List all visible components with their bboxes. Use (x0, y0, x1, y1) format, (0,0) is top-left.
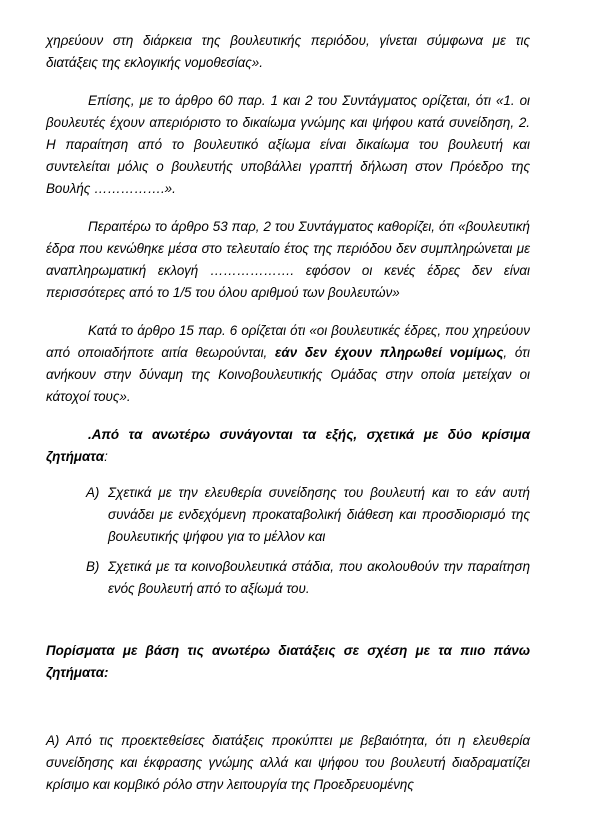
paragraph-conclusion-a: Α) Από τις προεκτεθείσες διατάξεις προκύπτει με βεβαιότητα, ότι η ελευθερία συνείδησης και έκφρασης γνώμης αλλά και ψήφου του βουλευτή διαδραματίζει κρίσιμο και κομβικό ρόλο στην λειτουργία της Προεδρευομένης (46, 733, 530, 792)
list-item-text: Σχετικά με την ελευθερία συνείδησης του βουλευτή και το εάν αυτή συνάδει με ενδεχόμενη προκαταβολική διάθεση και προσδιορισμό της βουλευτικής ψήφου για το μέλλον και (108, 485, 530, 544)
section-heading-conclusions: Πορίσματα με βάση τις ανωτέρω διατάξεις σε σχέση με τα πιιο πάνω ζητήματα: (46, 643, 530, 680)
paragraph-article-15 (46, 320, 530, 408)
list-item (46, 556, 530, 600)
list-marker: Β) (86, 559, 100, 574)
article-15-emphasis: εάν δεν έχουν πληρωθεί νομίμως (267, 345, 504, 360)
paragraph-article-53: Περαιτέρω το άρθρο 53 παρ, 2 του Συντάγματος καθορίζει, ότι «βουλευτική έδρα που κενώθηκε μέσα στο τελευταίο έτος της περιόδου δεν συμπληρώνεται με αναπληρωματική εκλογή ………………. εφόσον οι κενές έδρες δεν είναι περισσότερες από το 1/5 του όλου αριθμού των βουλευτών» (46, 219, 530, 300)
issues-list (46, 482, 530, 600)
list-marker: Α) (86, 485, 100, 500)
conclusions-intro-text: .Από τα ανωτέρω συνάγονται τα εξής, σχετικά με δύο κρίσιμα ζητήματα (46, 427, 530, 464)
article-15-text-end: , ότι ανήκουν στην δύναμη της Κοινοβουλευτικής Ομάδας στην οποία μετείχαν οι κάτοχοί τους». (46, 345, 530, 404)
paragraph-article-60: Επίσης, με το άρθρο 60 παρ. 1 και 2 του Συντάγματος ορίζεται, ότι «1. οι βουλευτές έχουν απεριόριστο το δικαίωμα γνώμης και ψήφου κατά συνείδηση, 2. Η παραίτηση από το βουλευτικό αξίωμα είναι δικαίωμα του βουλευτή και συντελείται μόλις ο βουλευτής υποβάλλει γραπτή δήλωση στον Πρόεδρο της Βουλής …………….». (46, 93, 530, 196)
paragraph-conclusions-intro (46, 424, 530, 468)
paragraph-electoral-law-end: χηρεύουν στη διάρκεια της βουλευτικής περιόδου, γίνεται σύμφωνα με τις διατάξεις της εκλογικής νομοθεσίας». (46, 33, 530, 70)
document-page (46, 30, 530, 796)
list-item-text: Σχετικά με τα κοινοβουλευτικά στάδια, που ακολουθούν την παραίτηση ενός βουλευτή από το αξίωμά του. (108, 559, 530, 596)
list-item (46, 482, 530, 548)
article-15-text-start: Κατά το άρθρο 15 παρ. 6 ορίζεται ότι «οι βουλευτικές έδρες, που χηρεύουν από οποιαδήποτε αιτία θεωρούνται, (46, 323, 530, 360)
conclusions-intro-colon: : (104, 449, 108, 464)
